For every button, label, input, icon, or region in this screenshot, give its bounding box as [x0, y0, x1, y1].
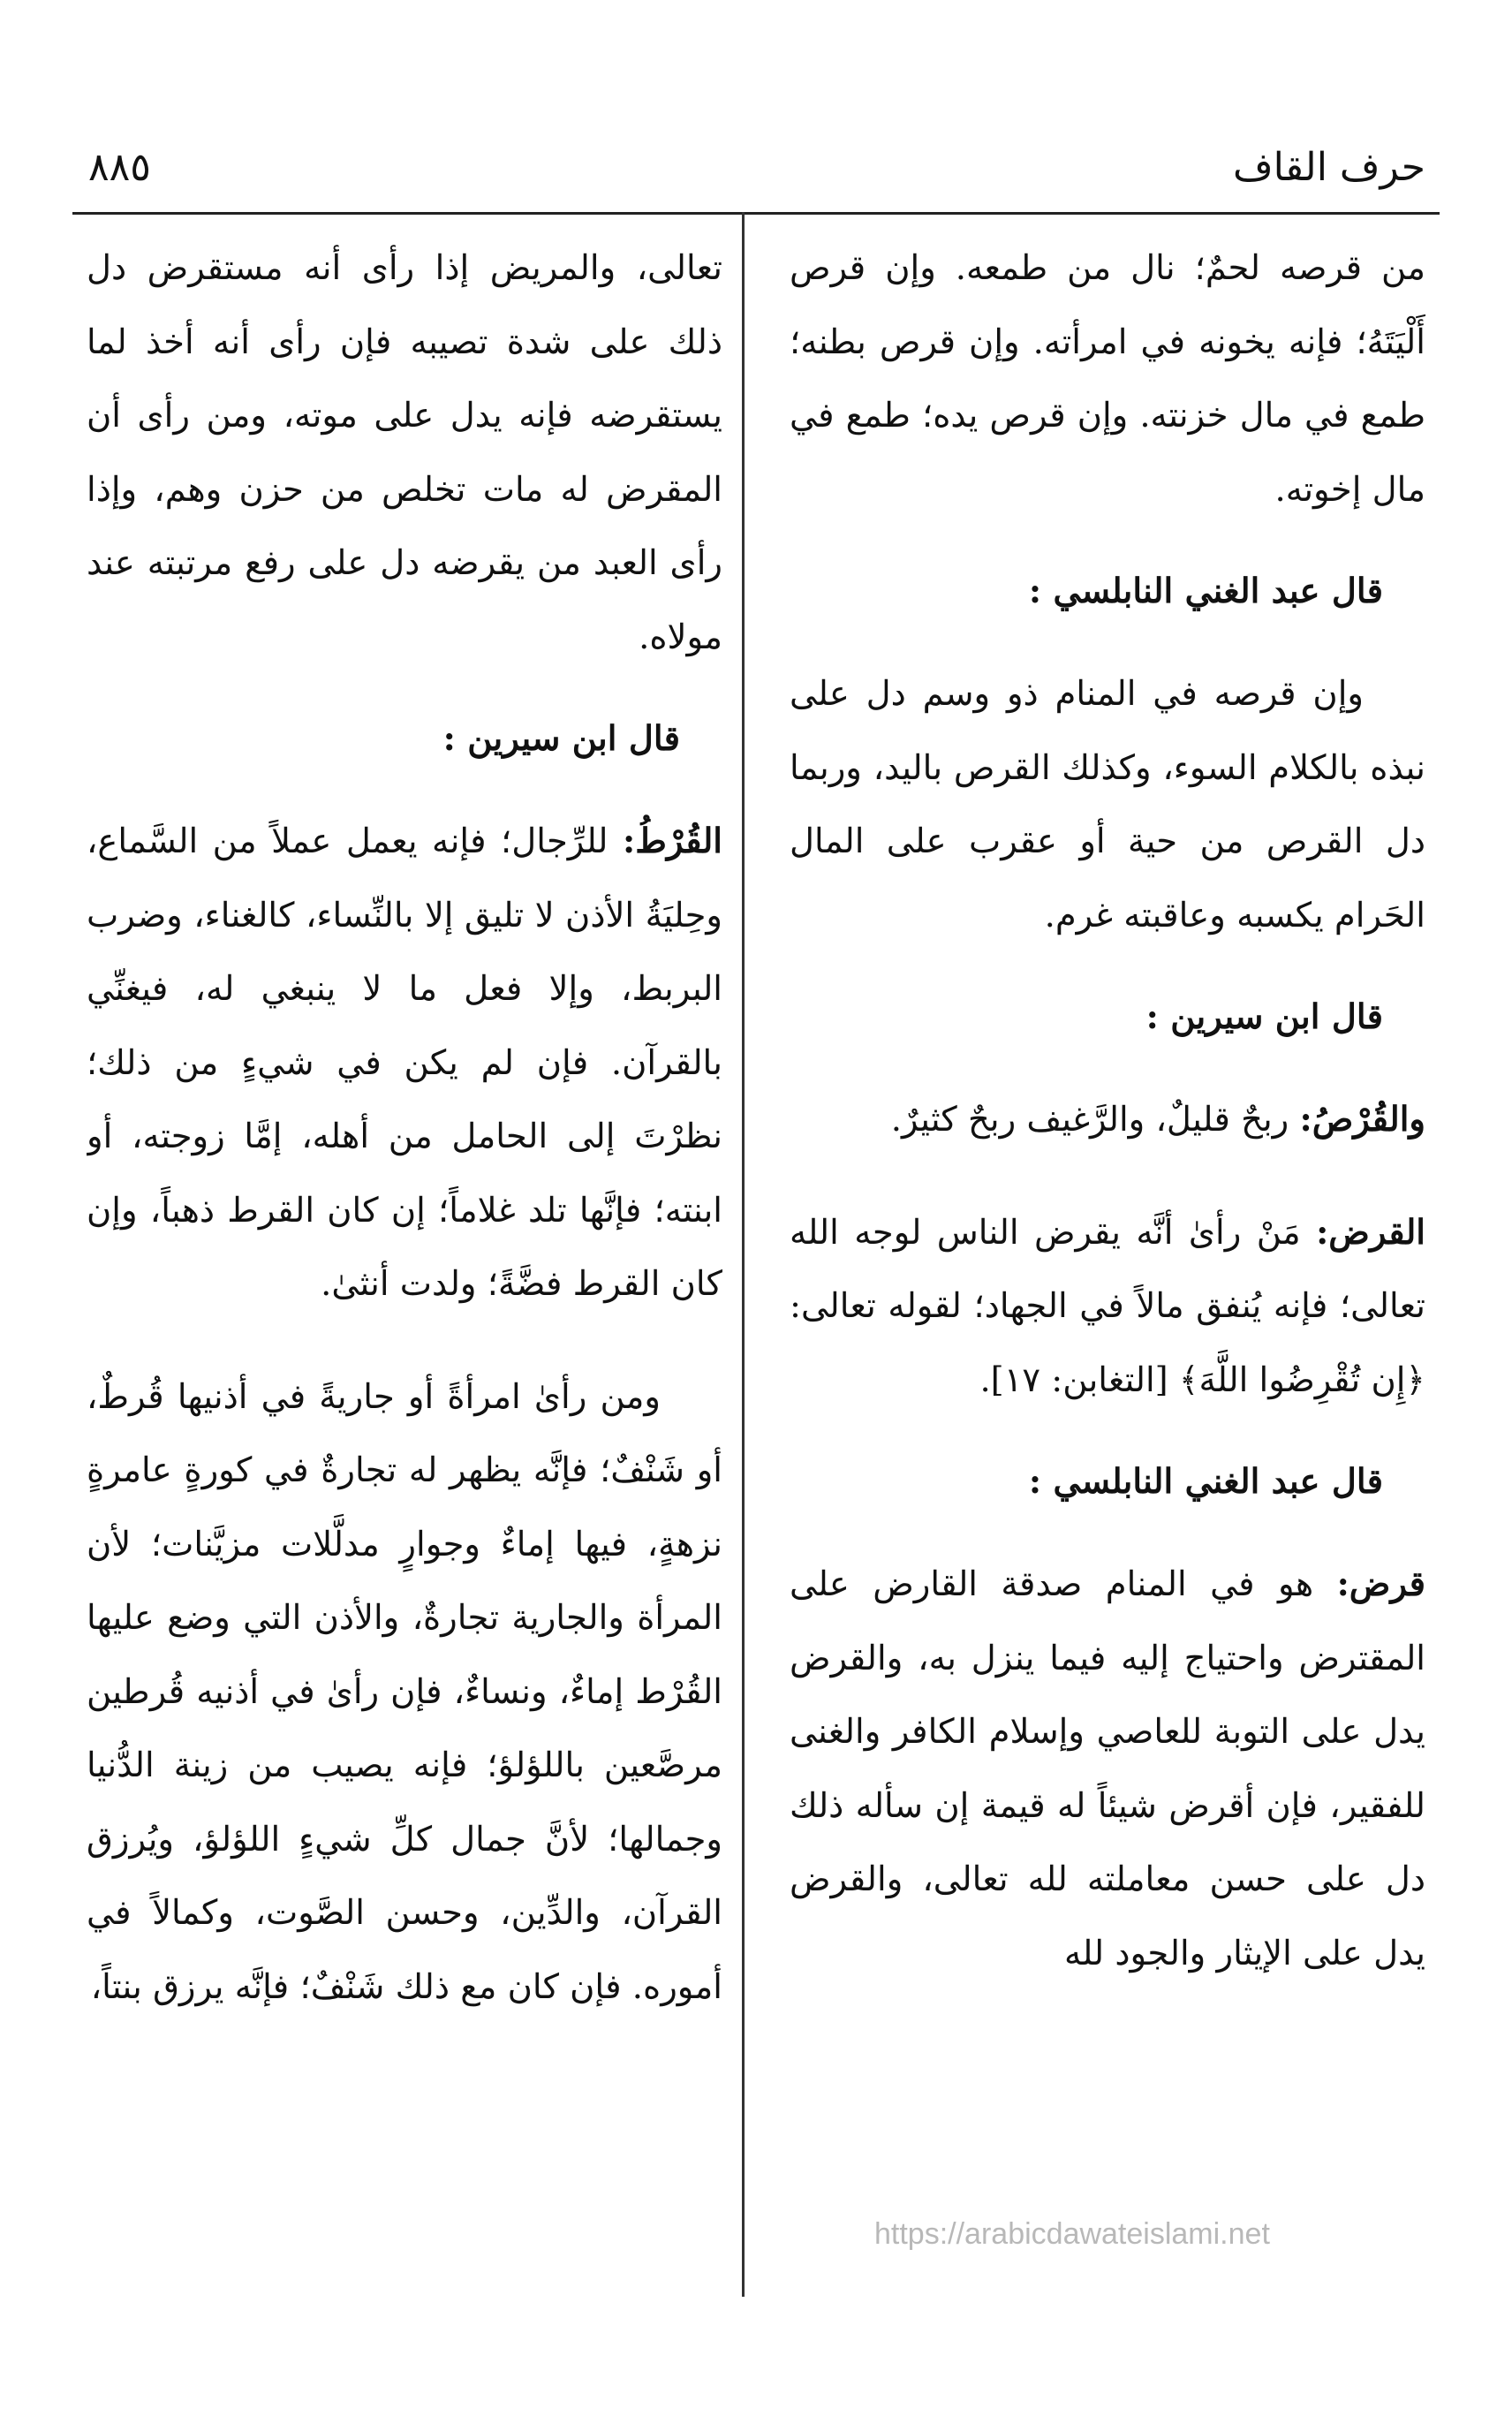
paragraph: من قرصه لحمٌ؛ نال من طمعه. وإن قرص أَلْيَتَهُ؛ فإنه يخونه في امرأته. وإن قرص بطنه؛ طمع في مال خزنته. وإن قرص يده؛ طمع في مال إخوته.	[790, 248, 1425, 510]
entry-text: للرِّجال؛ فإنه يعمل عملاً من السَّماع، وحِليَةُ الأذن لا تليق إلا بالنِّساء، كالغناء، وضرب البربط، وإلا فعل ما لا ينبغي له، فيغنِّي بالقرآن. فإن لم يكن في شيءٍ من ذلك؛ نظرْتَ إلى الحامل من أهله، إمَّا زوجته، أو ابنته؛ فإنَّها تلد غلاماً؛ إن كان القرط ذهباً، وإن كان القرط فضَّةً؛ ولدت أنثىٰ.	[87, 822, 722, 1304]
section-heading: قال ابن سيرين :	[1145, 997, 1383, 1037]
paragraph: وإن قرصه في المنام ذو وسم دل على نبذه بالكلام السوء، وكذلك القرص باليد، وربما دل القرص من حية أو عقرب على المال الحَرام يكسبه وعاقبته غرم.	[790, 674, 1425, 935]
chapter-header: حرف القاف	[1233, 145, 1425, 190]
entry-term: قرض:	[1336, 1564, 1425, 1604]
header-rule	[72, 212, 1440, 215]
entry-paragraph	[790, 1083, 1425, 1157]
paragraph: ومن رأىٰ امرأةً أو جاريةً في أذنيها قُرطٌ، أو شَنْفٌ؛ فإنَّه يظهر له تجارةٌ في كورةٍ عامرةٍ نزهةٍ، فيها إماءٌ وجوارٍ مدلَّلات مزيَّنات؛ لأن المرأة والجارية تجارةٌ، والأذن التي وضع عليها القُرْط إماءٌ، ونساءٌ، فإن رأىٰ في أذنيه قُرطين مرصَّعين باللؤلؤ؛ فإنه يصيب من زينة الدُّنيا وجمالها؛ لأنَّ جمال كلِّ شيءٍ اللؤلؤ، ويُرزق القرآن، والدِّين، وحسن الصَّوت، وكمالاً في أموره. فإن كان مع ذلك شَنْفٌ؛ فإنَّه يرزق بنتاً،	[87, 1376, 722, 2007]
page-number: ٨٨٥	[88, 145, 151, 190]
section-heading: قال ابن سيرين :	[442, 719, 680, 759]
entry-text: مَنْ رأىٰ أنَّه يقرض الناس لوجه الله تعالى؛ فإنه يُنفق مالاً في الجهاد؛ لقوله تعالى: ﴿إِن تُقْرِضُوا اللَّهَ﴾ [التغابن: ١٧].	[790, 1212, 1425, 1400]
entry-paragraph	[790, 1548, 1425, 1990]
entry-term: القُرْطُ:	[623, 822, 722, 861]
entry-term: والقُرْصُ:	[1299, 1100, 1425, 1140]
paragraph: تعالى، والمريض إذا رأى أنه مستقرض دل ذلك على شدة تصيبه فإن رأى أنه أخذ لما يستقرضه فإنه يدل على موته، ومن رأى أن المقرض له مات تخلص من حزن وهم، وإذا رأى العبد من يقرضه دل على رفع مرتبته عند مولاه.	[87, 248, 722, 657]
entry-paragraph	[87, 805, 722, 1322]
section-heading: قال عبد الغني النابلسي :	[1028, 1462, 1383, 1502]
right-column	[790, 231, 1425, 2298]
section-heading: قال عبد الغني النابلسي :	[1028, 572, 1383, 611]
watermark-url: https://arabicdawateislami.net	[874, 2217, 1270, 2251]
left-column	[87, 231, 722, 2298]
entry-text: هو في المنام صدقة القارض على المقترض واحتياج إليه فيما ينزل به، والقرض يدل على التوبة للعاصي وإسلام الكافر والغنى للفقير، فإن أقرض شيئاً له قيمة إن سأله ذلك دل على حسن معاملته لله تعالى، والقرض يدل على الإيثار والجود لله	[790, 1564, 1425, 1973]
entry-paragraph	[790, 1196, 1425, 1418]
column-divider	[742, 212, 745, 2297]
entry-term: القرض:	[1316, 1212, 1425, 1253]
entry-text: ربحٌ قليلٌ، والرَّغيف ربحٌ كثيرٌ.	[890, 1100, 1300, 1140]
